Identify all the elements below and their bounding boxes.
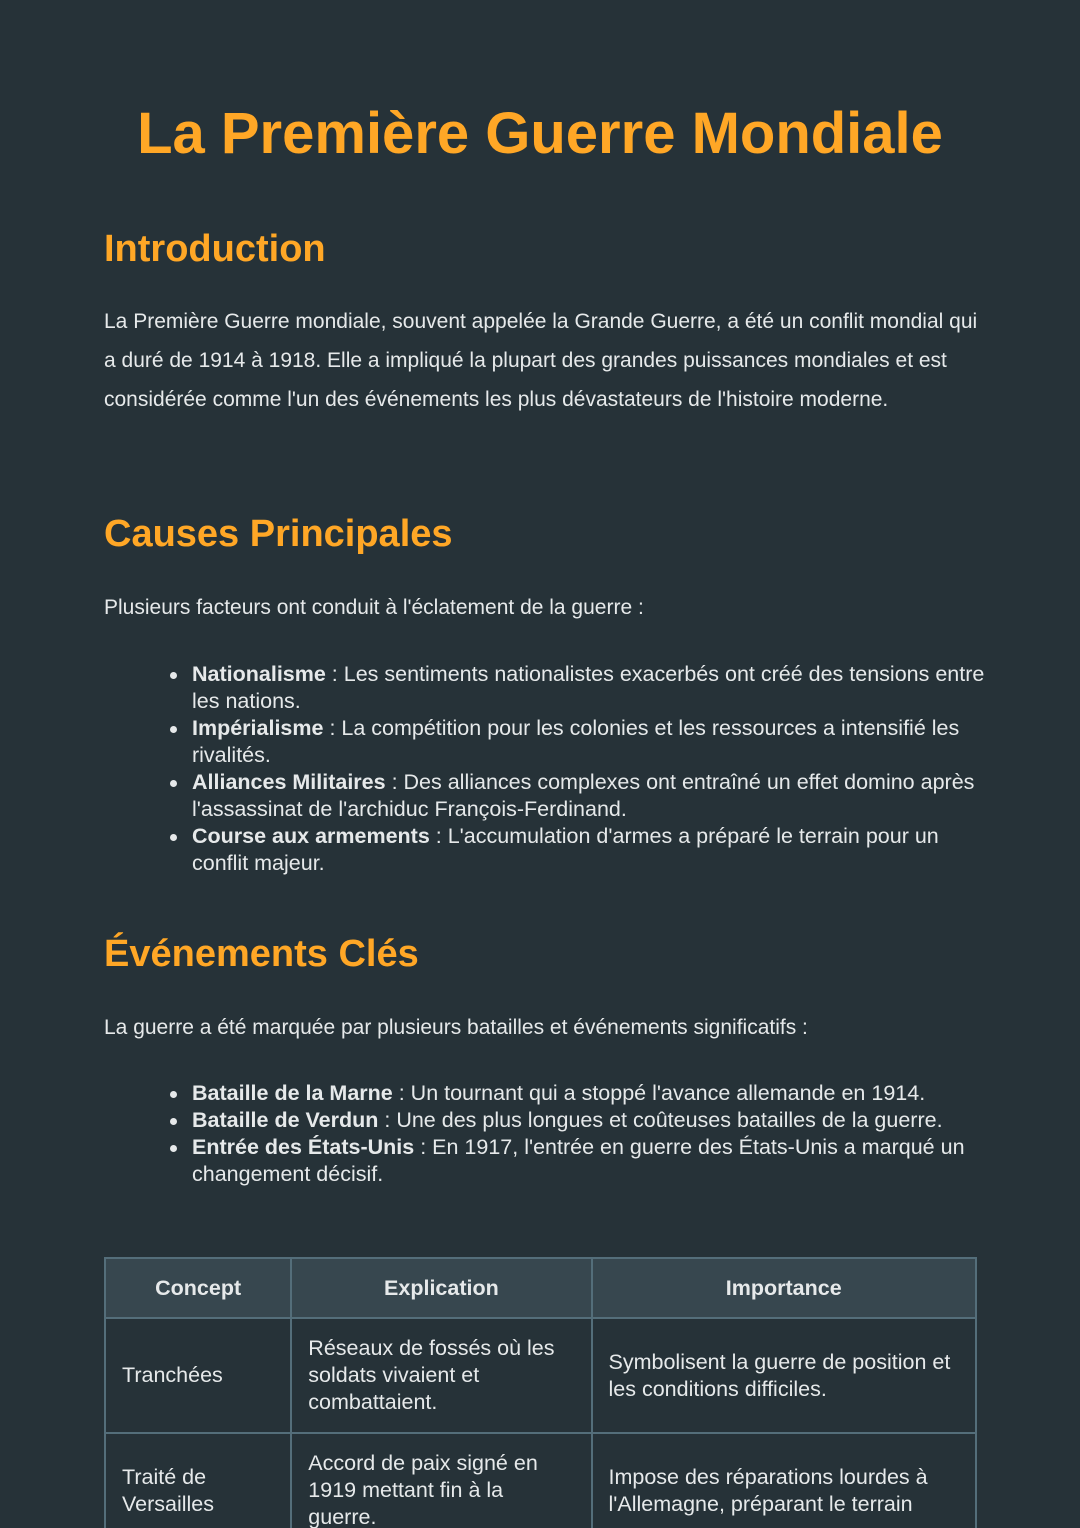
list-item-desc: : Des alliances complexes ont entraîné un effet domino après l'assassinat de l'archiduc François-Ferdinand.: [192, 770, 975, 821]
introduction-text: La Première Guerre mondiale, souvent appelée la Grande Guerre, a été un conflit mondial qui a duré de 1914 à 1918. Elle a impliqué la plupart des grandes puissances mondiales et est considérée comme l'un des événements les plus dévastateurs de l'histoire moderne.: [104, 310, 978, 411]
table-row: [105, 1433, 976, 1528]
list-item-term: Course aux armements: [192, 824, 430, 848]
introduction-heading: Introduction: [104, 228, 326, 270]
table-cell: Accord de paix signé en 1919 mettant fin à la guerre.: [291, 1433, 591, 1528]
list-item-desc: : La compétition pour les colonies et les ressources a intensifié les rivalités.: [192, 716, 960, 767]
list-item-term: Bataille de Verdun: [192, 1108, 379, 1132]
table-header-row: [105, 1258, 976, 1318]
list-item: [165, 661, 985, 715]
table-cell: Réseaux de fossés où les soldats vivaient et combattaient.: [291, 1318, 591, 1433]
table-cell: Tranchées: [105, 1318, 291, 1433]
list-item-desc: : L'accumulation d'armes a préparé le terrain pour un conflit majeur.: [192, 824, 939, 875]
list-item: [165, 715, 985, 769]
table-header-concept: Concept: [105, 1258, 291, 1318]
list-item-desc: : En 1917, l'entrée en guerre des États-Unis a marqué un changement décisif.: [192, 1135, 965, 1186]
list-item-term: Alliances Militaires: [192, 770, 386, 794]
list-item: [165, 1134, 985, 1188]
list-item-term: Nationalisme: [192, 662, 326, 686]
causes-list: [165, 661, 985, 877]
table-header-explication: Explication: [291, 1258, 591, 1318]
list-item-desc: : Une des plus longues et coûteuses batailles de la guerre.: [378, 1108, 943, 1132]
list-item: [165, 769, 985, 823]
events-list: [165, 1080, 985, 1188]
table-row: [105, 1318, 976, 1433]
concepts-table: [104, 1257, 977, 1528]
table-header-importance: Importance: [592, 1258, 977, 1318]
table-cell: Symbolisent la guerre de position et les conditions difficiles.: [592, 1318, 977, 1433]
list-item-term: Bataille de la Marne: [192, 1081, 393, 1105]
page-title: La Première Guerre Mondiale: [137, 101, 943, 166]
table-cell: Traité de Versailles: [105, 1433, 291, 1528]
list-item-desc: : Un tournant qui a stoppé l'avance allemande en 1914.: [392, 1081, 926, 1105]
list-item-term: Impérialisme: [192, 716, 324, 740]
causes-heading: Causes Principales: [104, 513, 453, 555]
list-item: [165, 1080, 985, 1107]
list-item: [165, 823, 985, 877]
list-item: [165, 1107, 985, 1134]
events-intro: La guerre a été marquée par plusieurs batailles et événements significatifs :: [104, 1016, 808, 1039]
list-item-desc: : Les sentiments nationalistes exacerbés ont créé des tensions entre les nations.: [192, 662, 985, 713]
list-item-term: Entrée des États-Unis: [192, 1135, 415, 1159]
causes-intro: Plusieurs facteurs ont conduit à l'éclatement de la guerre :: [104, 596, 644, 619]
events-heading: Événements Clés: [104, 933, 419, 975]
table-cell: Impose des réparations lourdes à l'Allemagne, préparant le terrain: [592, 1433, 977, 1528]
